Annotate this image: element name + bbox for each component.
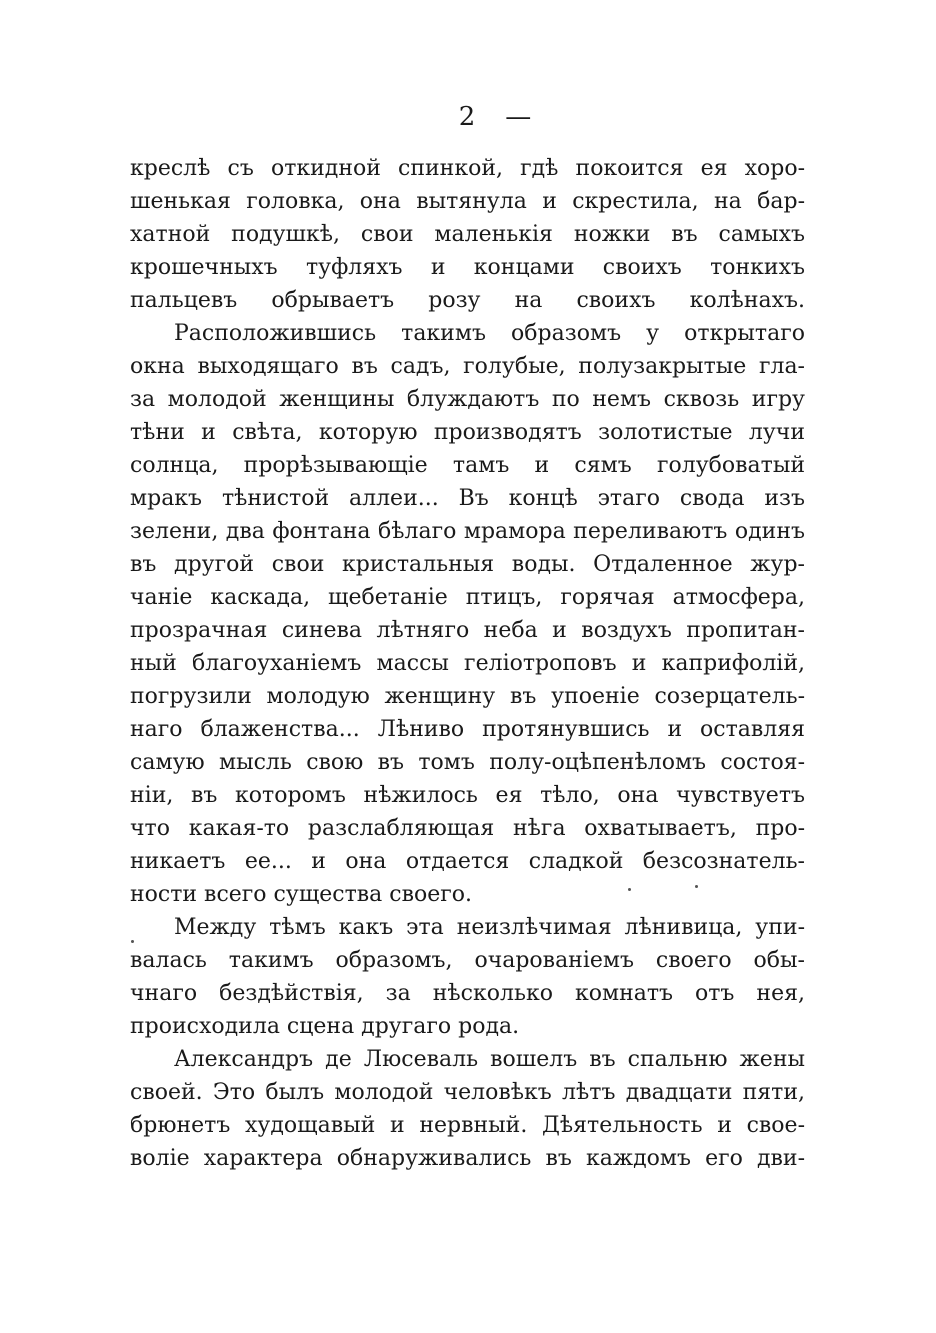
text-line: наго блаженства... Лѣниво протянувшись и оставляя <box>130 717 805 742</box>
page-number: 2 <box>458 102 476 132</box>
text-line: крошечныхъ туфляхъ и концами своихъ тонкихъ <box>130 255 805 280</box>
scan-speck <box>628 888 631 891</box>
text-line: окна выходящаго въ садъ, голубые, полузакрытые гла- <box>130 354 805 379</box>
text-line: происходила сцена другаго рода. <box>130 1014 520 1039</box>
text-line: самую мысль свою въ томъ полу-оцѣпенѣломъ состоя- <box>130 750 805 775</box>
body-text <box>130 152 805 1175</box>
text-line: своей. Это былъ молодой человѣкъ лѣтъ двадцати пяти, <box>130 1080 805 1105</box>
scan-speck <box>695 885 698 888</box>
text-line: прозрачная синева лѣтняго неба и воздухъ пропитан- <box>130 618 805 643</box>
text-line: пальцевъ обрываетъ розу на своихъ колѣнахъ. <box>130 288 805 313</box>
text-line: солнца, прорѣзывающіе тамъ и сямъ голубоватый <box>130 453 805 478</box>
text-line: чаніе каскада, щебетаніе птицъ, горячая атмосфера, <box>130 585 805 610</box>
text-line: что какая-то разслабляющая нѣга охватываетъ, про- <box>130 816 805 841</box>
text-line: креслѣ съ откидной спинкой, гдѣ покоится ея хоро- <box>130 156 805 181</box>
text-line: Расположившись такимъ образомъ у открытаго <box>174 321 805 346</box>
header-dash: — <box>505 102 532 132</box>
text-line: хатной подушкѣ, свои маленькія ножки въ самыхъ <box>130 222 805 247</box>
scan-speck <box>131 940 134 943</box>
text-line: чнаго бездѣйствія, за нѣсколько комнатъ отъ нея, <box>130 981 805 1006</box>
text-line: никаетъ ее... и она отдается сладкой безсознатель- <box>130 849 805 874</box>
text-line: ный благоуханіемъ массы геліотроповъ и каприфолій, <box>130 651 805 676</box>
text-line: Между тѣмъ какъ эта неизлѣчимая лѣнивица, упи- <box>174 915 805 940</box>
text-line: шенькая головка, она вытянула и скрестила, на бар- <box>130 189 805 214</box>
text-line: валась такимъ образомъ, очарованіемъ своего обы- <box>130 948 805 973</box>
text-line: Александръ де Люсеваль вошелъ въ спальню жены <box>174 1047 805 1072</box>
text-line: ніи, въ которомъ нѣжилось ея тѣло, она чувствуетъ <box>130 783 805 808</box>
text-line: мракъ тѣнистой аллеи... Въ концѣ этаго свода изъ <box>130 486 805 511</box>
text-line: брюнетъ худощавый и нервный. Дѣятельность и свое- <box>130 1113 805 1138</box>
text-line: воліе характера обнаруживались въ каждомъ его дви- <box>130 1146 805 1171</box>
text-line: за молодой женщины блуждаютъ по немъ сквозь игру <box>130 387 805 412</box>
text-line: тѣни и свѣта, которую производятъ золотистые лучи <box>130 420 805 445</box>
text-line: въ другой свои кристальныя воды. Отдаленное жур- <box>130 552 805 577</box>
text-line: погрузили молодую женщину въ упоеніе созерцатель- <box>130 684 805 709</box>
text-line: ности всего существа своего. <box>130 882 473 907</box>
page-header <box>0 100 936 134</box>
text-line: зелени, два фонтана бѣлаго мрамора переливаютъ одинъ <box>130 519 805 544</box>
